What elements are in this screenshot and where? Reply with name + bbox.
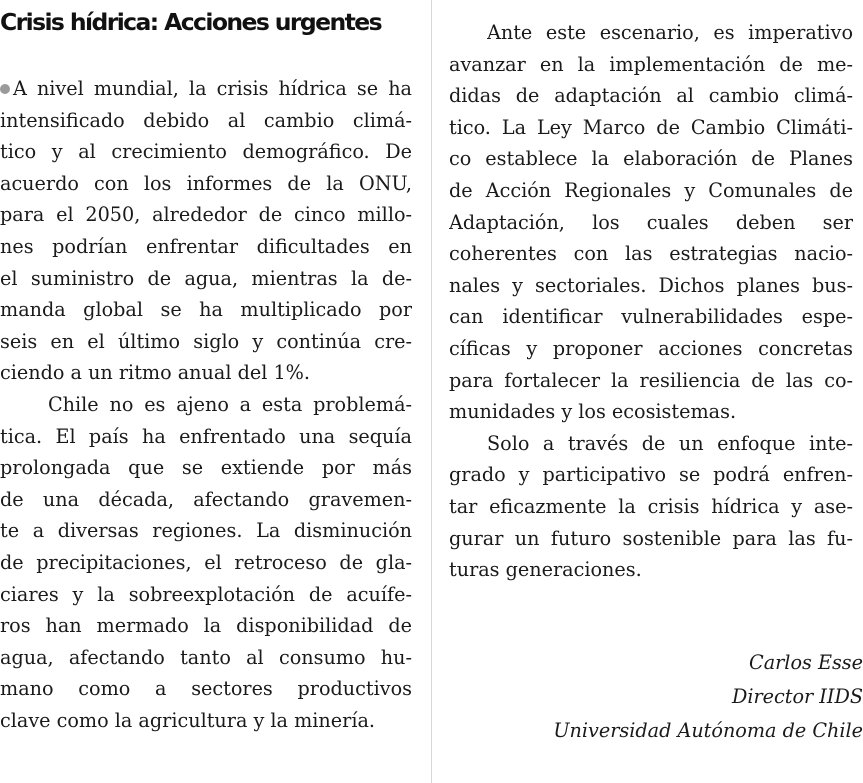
line-text: Adaptación, los cuales deben ser (449, 210, 853, 234)
article-line (0, 262, 412, 296)
article-line (0, 198, 412, 232)
article-line (449, 395, 853, 429)
line-text: intensificado debido al cambio climá- (0, 108, 412, 132)
author-title: Director IIDS (731, 685, 863, 708)
line-text: clave como la agricultura y la minería. (0, 709, 375, 732)
article-line (487, 427, 853, 461)
line-text: co establece la elaboración de Planes (449, 147, 853, 171)
line-text: te a diversas regiones. La disminución (0, 519, 412, 543)
line-text: agua, afectando tanto al consumo hu- (0, 645, 412, 669)
article-line (0, 546, 412, 580)
line-text: cíficas y proponer acciones concretas (449, 337, 853, 360)
line-text: de precipitaciones, el retroceso de gla- (0, 551, 412, 574)
article-line (449, 490, 853, 524)
article-line (449, 206, 853, 240)
line-text: Chile no es ajeno a esta problemá- (48, 393, 412, 416)
article-line (0, 356, 412, 390)
line-text: Ante este escenario, es imperativo (487, 21, 853, 44)
line-text: coherentes con las estrategias nacio- (449, 242, 853, 266)
article-line (0, 325, 412, 359)
line-text: de Acción Regionales y Comunales de (449, 179, 853, 202)
line-text: gurar un futuro sostenible para las fu- (449, 526, 853, 550)
article-line (449, 142, 853, 176)
line-text: el suministro de agua, mientras la de- (0, 266, 412, 290)
line-text: para fortalecer la resiliencia de las co- (449, 368, 853, 392)
line-text: didas de adaptación al cambio climá- (449, 84, 853, 108)
bullet-icon (0, 84, 10, 94)
article-line (0, 72, 412, 106)
article-line (449, 300, 853, 334)
line-text: manda global se ha multiplicado por (0, 298, 412, 322)
article-line (0, 704, 412, 738)
column-divider (431, 0, 432, 783)
article-line (0, 135, 412, 169)
line-text: nales y sectoriales. Dichos planes bus- (449, 273, 853, 297)
line-text: mano como a sectores productivos (0, 677, 412, 701)
article-line (0, 672, 412, 706)
line-text: nes podrían enfrentar dificultades en (0, 235, 412, 258)
line-text: para el 2050, alrededor de cinco millo- (0, 203, 412, 227)
author-name: Carlos Esse (749, 651, 863, 674)
line-text: tico y al crecimiento demográfico. De (0, 140, 412, 164)
article-line (449, 364, 853, 398)
line-text: munidades y los ecosistemas. (449, 400, 737, 424)
article-line (0, 230, 412, 264)
line-text: avanzar en la implementación de me- (449, 52, 853, 76)
article-line (0, 514, 412, 548)
article-line (449, 79, 853, 113)
line-text: grado y participativo se podrá enfren- (449, 463, 853, 487)
headline: Crisis hídrica: Acciones urgentes (0, 8, 381, 36)
line-text: ros han mermado la disponibilidad de (0, 614, 412, 638)
article-line (0, 104, 412, 138)
article-line (449, 269, 853, 303)
line-text: tica. El país ha enfrentado una sequía (0, 424, 412, 448)
article-line (449, 237, 853, 271)
line-text: turas generaciones. (449, 558, 642, 582)
article-line (48, 388, 412, 422)
line-text: tico. La Ley Marco de Cambio Climáti- (449, 115, 853, 139)
article-line (0, 167, 412, 201)
article-line (449, 111, 853, 145)
article-line (0, 420, 412, 454)
line-text: prolongada que se extiende por más (0, 456, 412, 480)
article-line (487, 16, 853, 50)
article-line (0, 609, 412, 643)
article-line (0, 483, 412, 517)
article-line (449, 48, 853, 82)
article-line (449, 458, 853, 492)
article-line (449, 522, 853, 556)
line-text: A nivel mundial, la crisis hídrica se ha (13, 77, 412, 100)
article-line (0, 578, 412, 612)
line-text: tar eficazmente la crisis hídrica y ase- (449, 495, 853, 518)
author-institution: Universidad Autónoma de Chile (553, 719, 863, 742)
line-text: ciares y la sobreexplotación de acuífe- (0, 582, 412, 606)
line-text: seis en el último siglo y continúa cre- (0, 329, 412, 353)
line-text: ciendo a un ritmo anual del 1%. (0, 361, 310, 385)
line-text: Solo a través de un enfoque inte- (487, 431, 853, 455)
article-line (0, 641, 412, 675)
article-line (449, 174, 853, 208)
line-text: de una década, afectando gravemen- (0, 487, 412, 511)
article-line (0, 293, 412, 327)
article-line (0, 451, 412, 485)
article-line (449, 332, 853, 366)
line-text: can identificar vulnerabilidades espe- (449, 305, 853, 329)
article-line (449, 553, 853, 587)
line-text: acuerdo con los informes de la ONU, (0, 171, 412, 195)
